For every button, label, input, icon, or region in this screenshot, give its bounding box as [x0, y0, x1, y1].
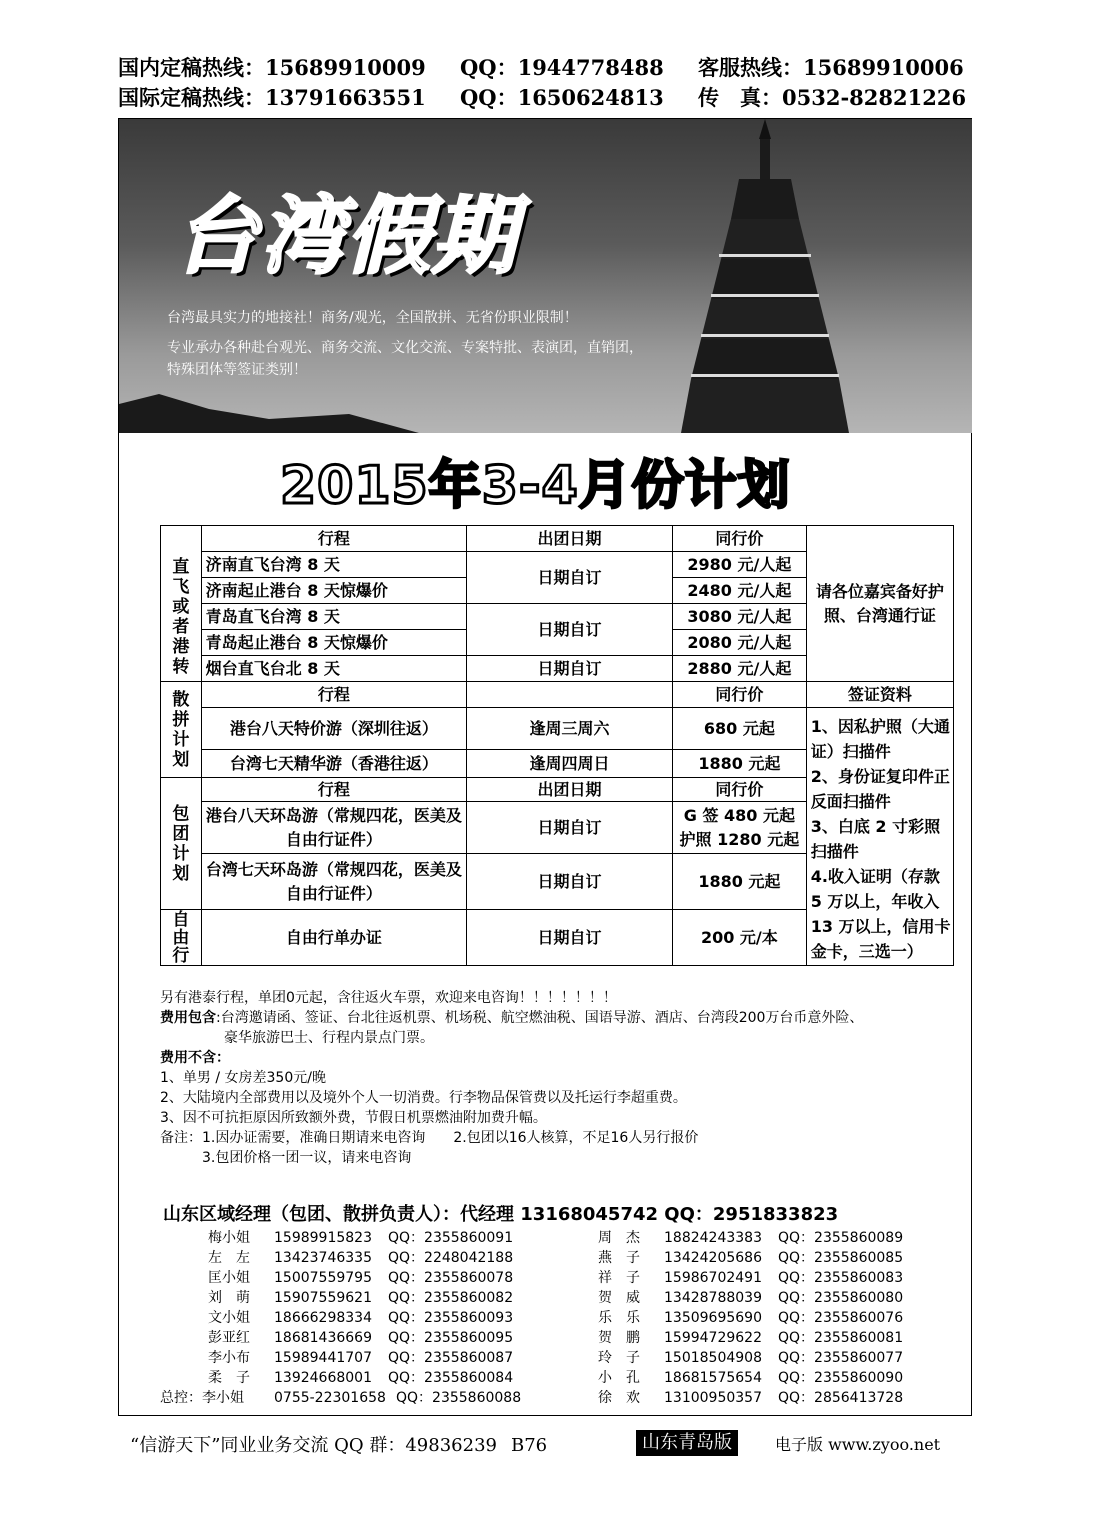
- remark: 备注：1.因办证需要，准确日期请来电咨询 2.包团以16人核算，不足16人另行报价: [160, 1130, 699, 1146]
- price-cell: 1880 元起: [673, 750, 807, 778]
- price-cell: 2480 元/人起: [673, 578, 807, 604]
- date-cell: 日期自订: [467, 910, 673, 966]
- international-hotline: 国际定稿热线：13791663551: [118, 85, 426, 110]
- date-cell: 逢周三周六: [467, 708, 673, 750]
- fax-number: 传 真：0532-82821226: [698, 85, 967, 110]
- route-cell: 济南直飞台湾 8 天: [201, 552, 466, 578]
- price-cell: 3080 元/人起: [673, 604, 807, 630]
- banner-title: 台湾假期: [174, 187, 519, 285]
- banner-slogan-2: 专业承办各种赴台观光、商务交流、文化交流、专案特批、表演团，直销团，: [167, 340, 643, 356]
- route-cell: 自由行单办证: [201, 910, 466, 966]
- date-cell: 日期自订: [467, 552, 673, 604]
- date-cell: 逢周四周日: [467, 750, 673, 778]
- regional-manager: 山东区域经理（包团、散拼负责人）：代经理 13168045742 QQ：2951833823: [163, 1204, 839, 1225]
- header-visa: 签证资料: [806, 682, 953, 708]
- header-date: 出团日期: [467, 778, 673, 802]
- website[interactable]: 电子版 www.zyoo.net: [775, 1435, 941, 1454]
- visa-doc-item: 3、白底 2 寸彩照扫描件: [810, 817, 941, 861]
- route-cell: 济南起止港台 8 天惊爆价: [201, 578, 466, 604]
- domestic-qq: QQ：1944778488: [460, 55, 664, 80]
- price-cell: 2980 元/人起: [673, 552, 807, 578]
- fee-exclude-label: 费用不含：: [160, 1050, 230, 1066]
- route-cell: 台湾七天环岛游（常规四花，医美及自由行证件）: [201, 854, 466, 910]
- route-cell: 青岛直飞台湾 8 天: [201, 604, 466, 630]
- fee-exclude-item: 1、单男 / 女房差350元/晚: [160, 1070, 326, 1086]
- fee-exclude-item: 3、因不可抗拒原因所致额外费，节假日机票燃油附加费升幅。: [160, 1110, 547, 1126]
- date-cell: 日期自订: [467, 854, 673, 910]
- header-route: 行程: [201, 526, 466, 552]
- fee-include: 费用包含:台湾邀请函、签证、台北往返机票、机场税、航空燃油税、国语导游、酒店、台湾段200万台币意外险、: [160, 1010, 864, 1026]
- price-cell: 1880 元起: [673, 854, 807, 910]
- remark: 3.包团价格一团一议，请来电咨询: [202, 1150, 412, 1166]
- domestic-hotline: 国内定稿热线：15689910009: [118, 55, 426, 80]
- header-route: 行程: [201, 778, 466, 802]
- price-cell: 680 元起: [673, 708, 807, 750]
- route-cell: 青岛起止港台 8 天惊爆价: [201, 630, 466, 656]
- visa-doc-item: 4.收入证明（存款 5 万以上，年收入 13 万以上，信用卡金卡，三选一）: [810, 867, 951, 961]
- date-cell: 日期自订: [467, 656, 673, 682]
- header-price: 同行价: [673, 682, 807, 708]
- route-cell: 台湾七天精华游（香港往返）: [201, 750, 466, 778]
- visa-doc-item: 1、因私护照（大通证）扫描件: [810, 717, 950, 761]
- header-route: 行程: [201, 682, 466, 708]
- visa-documents: [806, 708, 953, 966]
- price-cell: G 签 480 元起 护照 1280 元起: [673, 802, 807, 854]
- note-hk-thailand: 另有港泰行程，单团0元起，含往返火车票，欢迎来电咨询！！！！！！！: [160, 990, 617, 1006]
- side-label-free: 自由行: [161, 910, 202, 966]
- side-label-direct: 直飞或者港转: [161, 526, 202, 682]
- itinerary-table: [160, 525, 954, 966]
- service-hotline: 客服热线：15689910006: [698, 55, 964, 80]
- banner: [119, 119, 972, 433]
- price-cell: 2080 元/人起: [673, 630, 807, 656]
- fee-notes: [160, 988, 863, 1168]
- header-date-empty: [467, 682, 673, 708]
- side-label-group: 散拼计划: [161, 682, 202, 778]
- fee-include-cont: 豪华旅游巴士、行程内景点门票。: [224, 1030, 434, 1046]
- passport-note: 请各位嘉宾备好护照、台湾通行证: [806, 526, 953, 682]
- international-qq: QQ：1650624813: [460, 85, 664, 110]
- header-date: 出团日期: [467, 526, 673, 552]
- fee-exclude-item: 2、大陆境内全部费用以及境外个人一切消费。行李物品保管费以及托运行李超重费。: [160, 1090, 687, 1106]
- banner-slogan-3: 特殊团体等签证类别！: [167, 362, 307, 378]
- price-cell: 2880 元/人起: [673, 656, 807, 682]
- price-cell: 200 元/本: [673, 910, 807, 966]
- header-price: 同行价: [673, 526, 807, 552]
- header-price: 同行价: [673, 778, 807, 802]
- footer-exchange: “信游天下”同业业务交流 QQ 群：49836239 B76: [130, 1435, 548, 1456]
- route-cell: 港台八天特价游（深圳往返）: [201, 708, 466, 750]
- date-cell: 日期自订: [467, 604, 673, 656]
- route-cell: 烟台直飞台北 8 天: [201, 656, 466, 682]
- banner-slogan-1: 台湾最具实力的地接社！商务/观光，全国散拼、无省份职业限制！: [167, 310, 578, 326]
- visa-doc-item: 2、身份证复印件正反面扫描件: [810, 767, 950, 811]
- side-label-charter: 包团计划: [161, 778, 202, 910]
- route-cell: 港台八天环岛游（常规四花，医美及自由行证件）: [201, 802, 466, 854]
- page-number: B76: [510, 1435, 548, 1456]
- date-cell: 日期自订: [467, 802, 673, 854]
- edition-badge: 山东青岛版: [636, 1430, 738, 1456]
- plan-title: 2015年3-4月份计划: [280, 456, 791, 516]
